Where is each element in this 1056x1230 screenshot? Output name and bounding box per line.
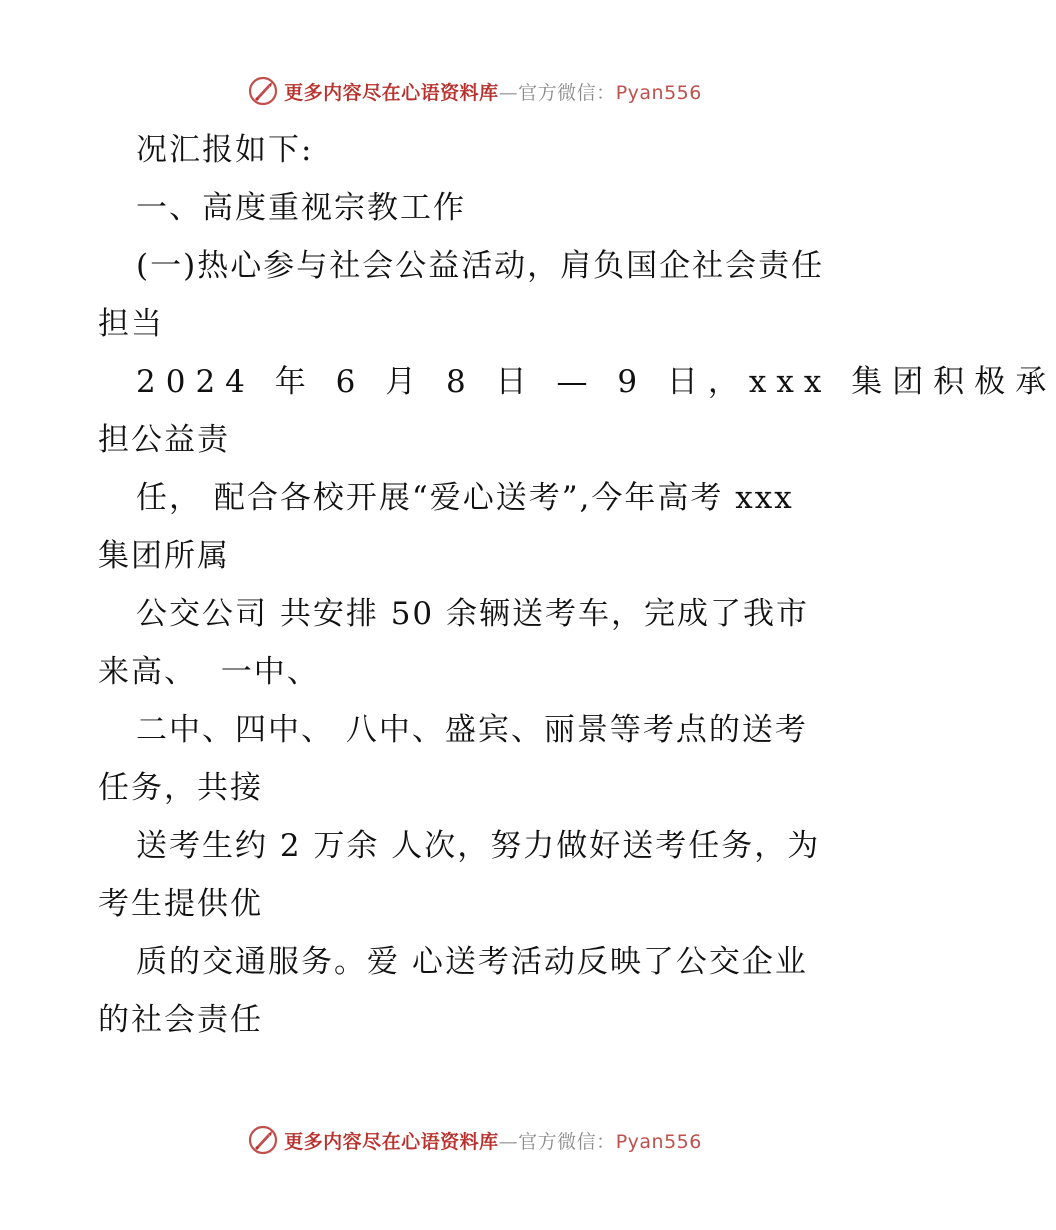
watermark-handle: Pyan556 xyxy=(615,81,702,104)
body-line: 的社会责任 xyxy=(98,1002,263,1038)
watermark-wechat-label: 官方微信： xyxy=(518,81,616,104)
footer-watermark xyxy=(0,1120,950,1160)
body-line: 公交公司 共安排 50 余辆送考车，完成了我市 xyxy=(136,596,810,632)
body-line: 二中、四中、 八中、盛宾、丽景等考点的送考 xyxy=(136,712,808,748)
section-heading: 一、高度重视宗教工作 xyxy=(136,190,466,226)
body-line: 质的交通服务。爱 心送考活动反映了公交企业 xyxy=(136,944,808,980)
quill-pen-seal-icon xyxy=(248,1125,278,1155)
watermark-brand: 更多内容尽在心语资料库 xyxy=(284,81,499,104)
body-line: 送考生约 2 万余 人次，努力做好送考任务，为 xyxy=(136,828,821,864)
body-line: 任， 配合各校开展“爱心送考”,今年高考 xxx xyxy=(136,480,794,516)
document-body xyxy=(98,121,1056,1049)
body-line: 来高、 一中、 xyxy=(98,654,320,690)
body-line: 况汇报如下: xyxy=(136,132,314,168)
watermark-brand: 更多内容尽在心语资料库 xyxy=(284,1130,499,1153)
watermark-wechat-label: 官方微信： xyxy=(518,1130,616,1153)
watermark-text xyxy=(284,1127,702,1154)
body-line: 集团所属 xyxy=(98,538,230,574)
watermark-handle: Pyan556 xyxy=(615,1130,702,1153)
watermark-separator: — xyxy=(498,1130,519,1153)
subsection-heading: (一)热心参与社会公益活动，肩负国企社会责任 xyxy=(136,248,825,284)
body-line: 担公益责 xyxy=(98,422,230,458)
body-line: 2024 年 6 月 8 日 — 9 日，xxx 集团积极承 xyxy=(136,364,1056,400)
subsection-heading-continued: 担当 xyxy=(98,306,164,342)
body-line: 考生提供优 xyxy=(98,886,263,922)
header-watermark xyxy=(0,71,950,111)
watermark-separator: — xyxy=(498,81,519,104)
quill-pen-seal-icon xyxy=(248,76,278,106)
body-line: 任务，共接 xyxy=(98,770,263,806)
watermark-text xyxy=(284,78,702,105)
